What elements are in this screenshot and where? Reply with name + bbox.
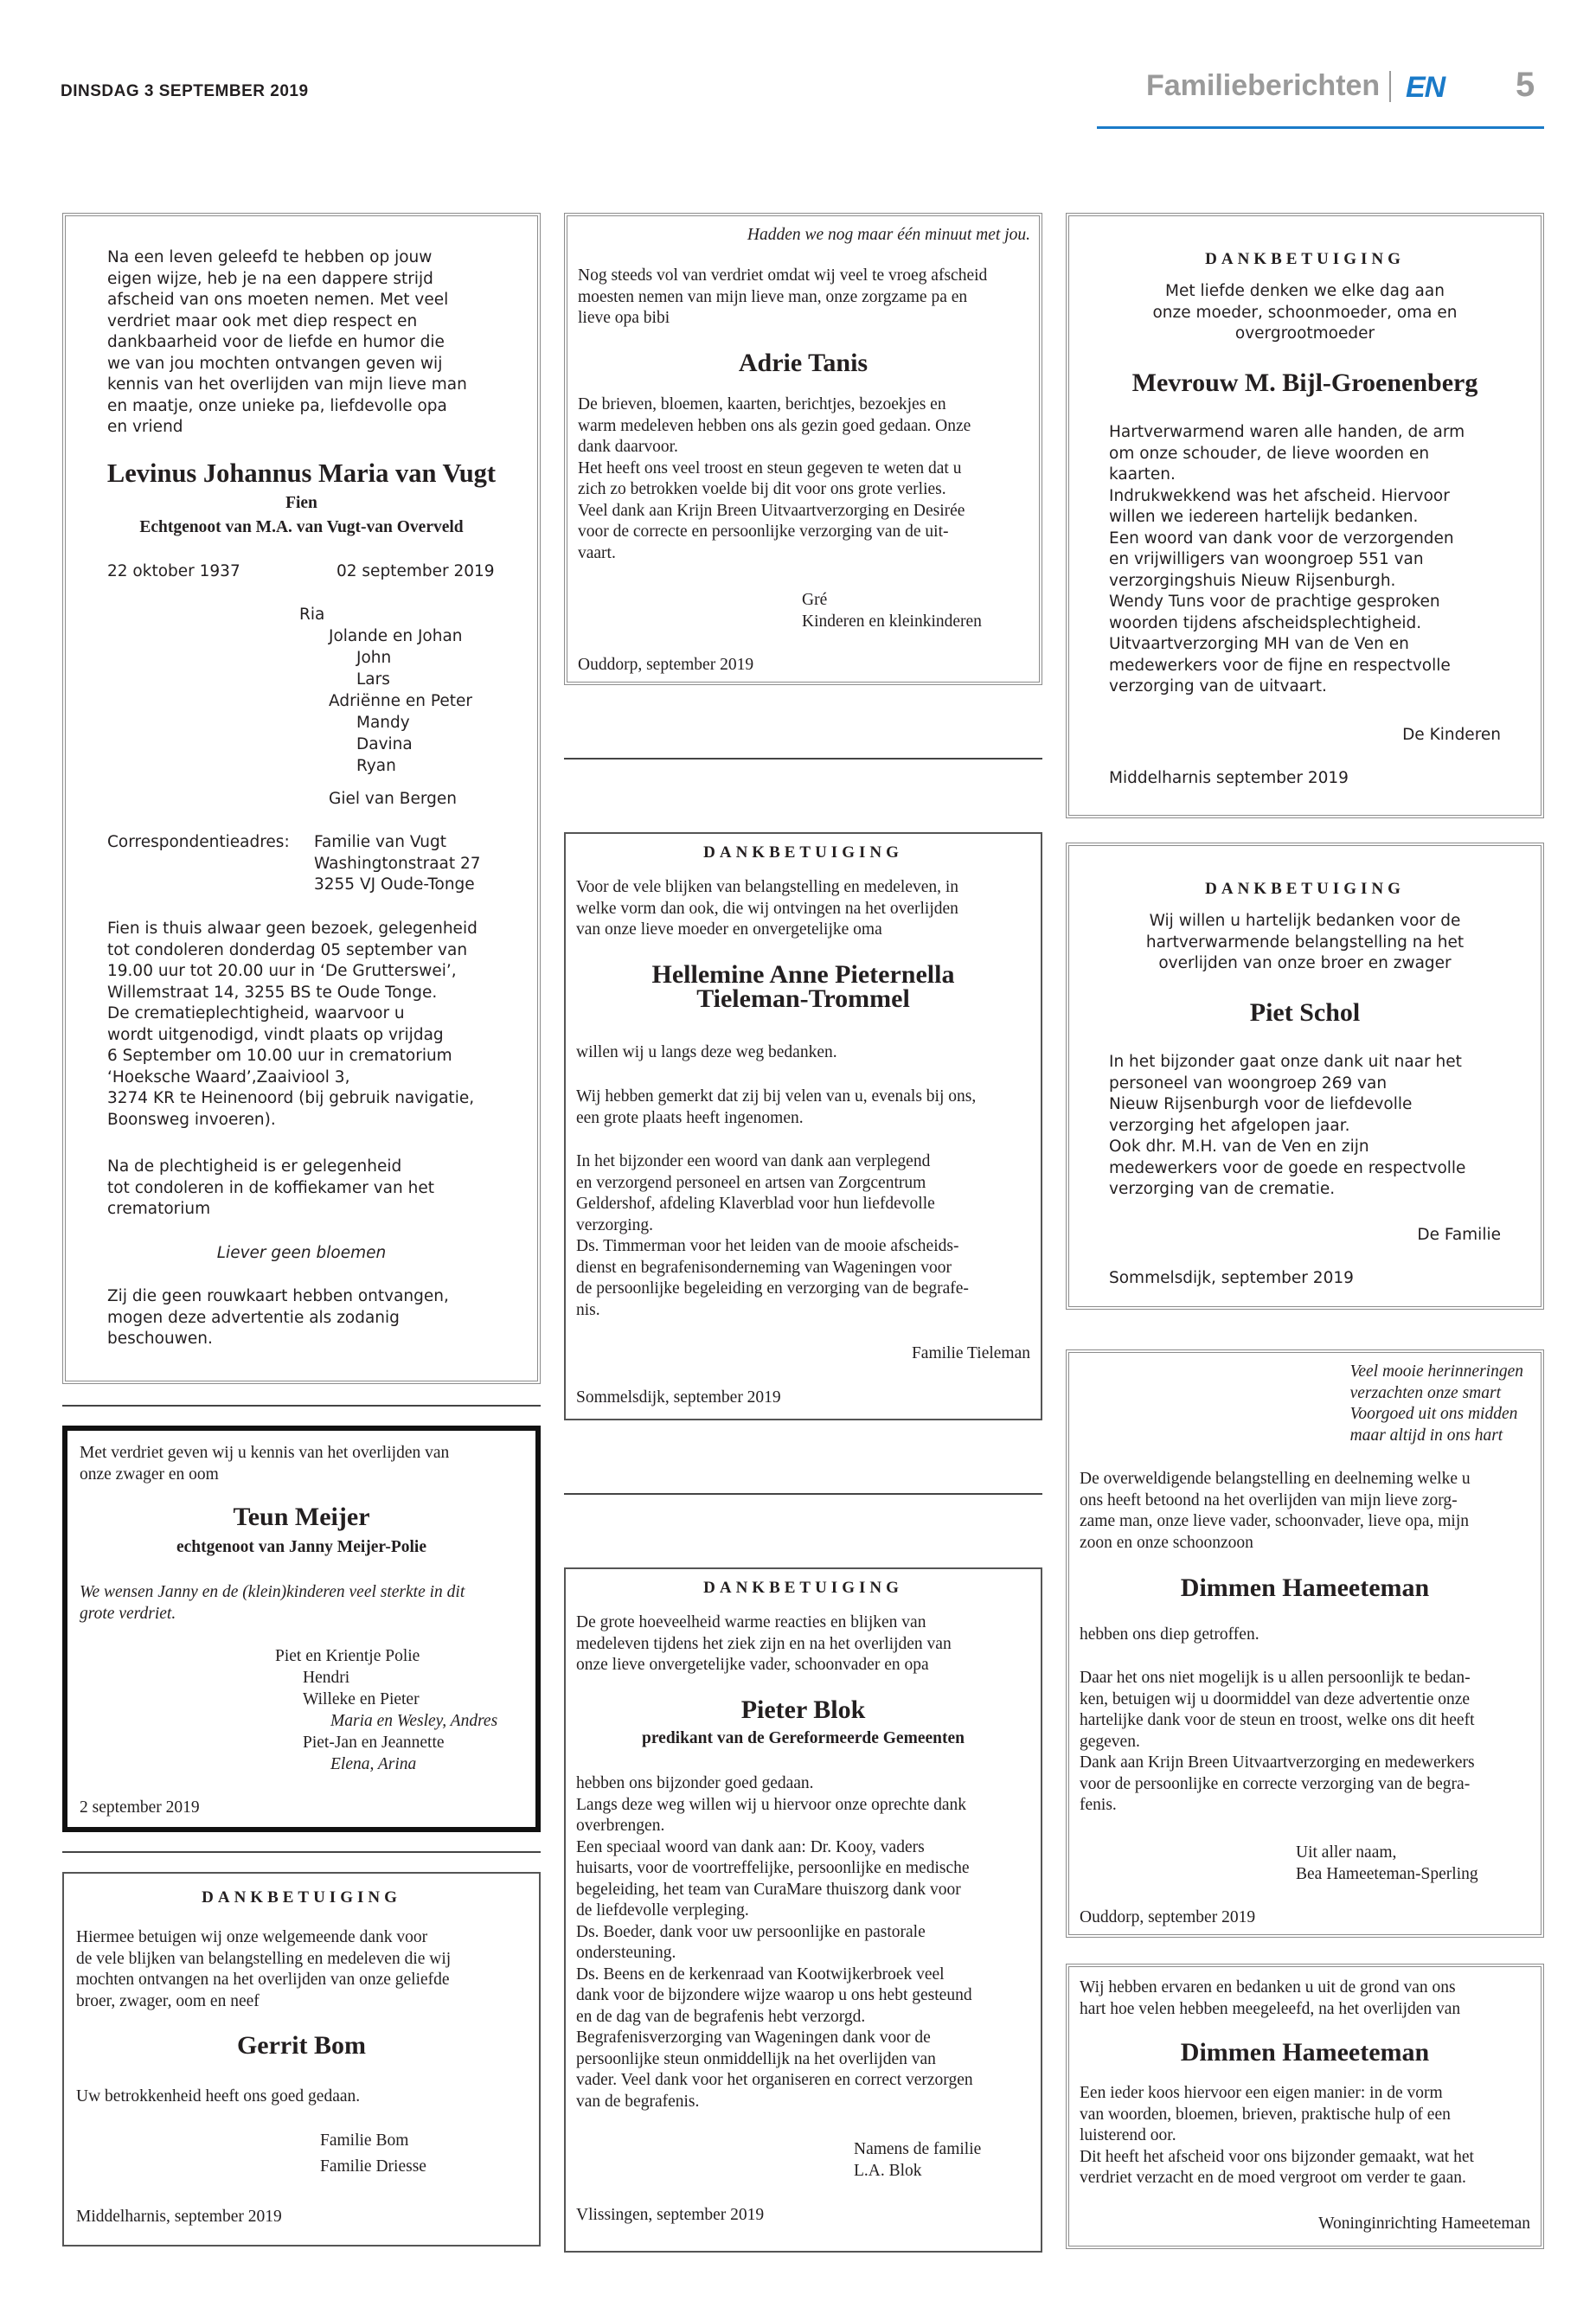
ad-intro: De grote hoeveelheid warme reacties en blijken van medeleven tijdens het ziek zijn en na het overlijden van onze lieve onvergetelijke vader, schoonvader en opa bbox=[576, 1613, 952, 1674]
signer: Familie Bom bbox=[320, 2131, 409, 2150]
address: Familie van Vugt Washingtonstraat 27 3255 VJ Oude-Tonge bbox=[314, 833, 481, 894]
deceased-name: Teun Meijer bbox=[233, 1503, 370, 1531]
ad-place-date: Middelharnis, september 2019 bbox=[76, 2208, 282, 2226]
header-rule bbox=[1097, 126, 1544, 129]
ad-hameeteman-business bbox=[1066, 1964, 1544, 2249]
ad-body: Wij hebben gemerkt dat zij bij velen van u, evenals bij ons, een grote plaats heeft ingenomen. bbox=[576, 1087, 977, 1127]
family-member: Jolande en Johan bbox=[329, 627, 463, 645]
separator bbox=[62, 1405, 541, 1407]
ad-intro: Na een leven geleefd te hebben op jouw eigen wijze, heb je na een dappere strijd afscheid van ons moeten nemen. Met veel verdriet maar ook met diep respect en dankbaarheid voor de liefde en humor die we van jou mochten ontvangen geven wij kennis van het overlijden van mijn lieve man en maatje, onze unieke pa, liefdevolle opa en vriend bbox=[107, 248, 467, 436]
page-number: 5 bbox=[1516, 66, 1535, 104]
ad-body: Hartverwarmend waren alle handen, de arm om onze schouder, de lieve woorden en kaarten. Indrukwekkend was het afscheid. Hiervoor willen we iedereen hartelijk bedanken. Een woord van dank voor de verzorgenden en vrijwilligers van woongroep 551 van verzorgingshuis Nieuw Rijsenburgh. Wendy Tuns voor de prachtige gesproken woorden tijdens afscheidsplechtigheid. Uitvaartverzorging MH van de Ven en medewerkers voor de fijne en respectvolle verzorging van de uitvaart. bbox=[1109, 423, 1465, 695]
funeral-details: Fien is thuis alwaar geen bezoek, gelegenheid tot condoleren donderdag 05 september van 19.00 uur tot 20.00 uur in ‘De Grutterswei’, Willemstraat 14, 3255 BS te Oude Tonge. De crematieplechtigheid, waarvoor u wordt uitgenodigd, vindt plaats op vrijdag 6 September om 10.00 uur in crematorium ‘Hoeksche Waard’,Zaaiviool 3, 3274 KR te Heinenoord (bij gebruik navigatie, Boonsweg invoeren). bbox=[107, 920, 478, 1129]
family-member: John bbox=[356, 649, 392, 667]
ad-place-date: Sommelsdijk, september 2019 bbox=[1109, 1269, 1354, 1287]
ad-body: hebben ons bijzonder goed gedaan. Langs deze weg willen wij u hiervoor onze oprechte dank overbrengen. Een speciaal woord van dank aan: Dr. Kooy, vaders huisarts, voor de voortreffelijke, persoonlijke en medische begeleiding, het team van CuraMare thuiszorg dank voor de liefdevolle verpleging. Ds. Boeder, dank voor uw persoonlijke en pastorale ondersteuning. Ds. Beens en de kerkenraad van Kootwijkerbroek veel dank voor de bijzondere wijze waarop u ons hebt gesteund en de dag van de begrafenis hebt verzorgd. Begrafenisverzorging van Wageningen dank voor de persoonlijke steun onmiddellijk na het overlijden van vader. Veel dank voor het organiseren en correct verzorgen van de begrafenis. bbox=[576, 1774, 973, 2111]
separator bbox=[564, 1493, 1042, 1495]
ad-place-date: Sommelsdijk, september 2019 bbox=[576, 1388, 781, 1407]
family-member: Ria bbox=[299, 606, 325, 624]
ad-place-date: Middelharnis september 2019 bbox=[1109, 769, 1349, 787]
ad-body: Daar het ons niet mogelijk is u allen persoonlijk te bedan- ken, betuigen wij u doormiddel van deze advertentie onze hartelijke dank voor de steun en troost, welke ons dit heeft gegeven. Dank aan Krijn Breen Uitvaartverzorging en medewerkers voor de persoonlijke en correcte verzorging van de begra- fenis. bbox=[1080, 1669, 1475, 1814]
ad-date: 2 september 2019 bbox=[80, 1798, 200, 1817]
ad-tieleman bbox=[564, 832, 1042, 1420]
family-member: Davina bbox=[356, 735, 413, 753]
ad-place-date: Ouddorp, september 2019 bbox=[578, 656, 754, 674]
ad-heading: DANKBETUIGING bbox=[703, 1579, 903, 1597]
ad-place-date: Vlissingen, september 2019 bbox=[576, 2206, 765, 2224]
wish-note: We wensen Janny en de (klein)kinderen veel sterkte in dit grote verdriet. bbox=[80, 1583, 465, 1623]
ad-hameeteman-family bbox=[1066, 1349, 1544, 1938]
separator bbox=[62, 1851, 541, 1853]
family-member: Giel van Bergen bbox=[329, 790, 457, 808]
ad-teun-meijer bbox=[62, 1426, 541, 1832]
header-divider bbox=[1389, 71, 1391, 102]
ad-heading: DANKBETUIGING bbox=[202, 1888, 401, 1907]
family-member: Piet en Krientje Polie bbox=[275, 1647, 420, 1665]
signer: Familie Driesse bbox=[320, 2157, 426, 2176]
ad-intro: Hiermee betuigen wij onze welgemeende dank voor de vele blijken van belangstelling en medeleven die wij mochten ontvangen na het overlijden van onze geliefde broer, zwager, oom en neef bbox=[76, 1928, 452, 2010]
ad-body: willen wij u langs deze weg bedanken. bbox=[576, 1043, 837, 1061]
condolence-info: Na de plechtigheid is er gelegenheid tot condoleren in de koffiekamer van het crematorium bbox=[107, 1157, 434, 1218]
family-member: Willeke en Pieter bbox=[303, 1690, 420, 1708]
ad-body: In het bijzonder gaat onze dank uit naar het personeel van woongroep 269 van Nieuw Rijsenburgh voor de liefdevolle verzorging het afgelopen jaar. Ook dhr. M.H. van de Ven en zijn medewerkers voor de goede en respectvolle verzorging van de crematie. bbox=[1109, 1053, 1466, 1198]
signer: De Kinderen bbox=[1402, 726, 1501, 744]
deceased-name: Dimmen Hameeteman bbox=[1180, 2038, 1430, 2067]
ad-bijl-groenenberg bbox=[1066, 213, 1544, 818]
deceased-name: Adrie Tanis bbox=[738, 349, 869, 377]
ad-piet-schol bbox=[1066, 843, 1544, 1310]
spouse-line: Echtgenoot van M.A. van Vugt-van Overveld bbox=[139, 518, 464, 536]
ad-place-date: Ouddorp, september 2019 bbox=[1080, 1908, 1256, 1926]
birth-date: 22 oktober 1937 bbox=[107, 562, 240, 580]
ad-intro: De overweldigende belangstelling en deelneming welke u ons heeft betoond na het overlijden van mijn lieve zorg- zame man, onze lieve vader, schoonvader, lieve opa, mijn zoon en onze schoonzoon bbox=[1080, 1470, 1471, 1552]
ad-intro: Voor de vele blijken van belangstelling en medeleven, in welke vorm dan ook, die wij ontvingen na het overlijden van onze lieve moeder en onvergetelijke oma bbox=[576, 878, 959, 939]
family-member: Adriënne en Peter bbox=[329, 692, 473, 710]
ad-heading: DANKBETUIGING bbox=[1205, 250, 1405, 268]
signer: Kinderen en kleinkinderen bbox=[802, 612, 982, 631]
signer: Uit aller naam, bbox=[1296, 1843, 1397, 1862]
ad-intro: Met liefde denken we elke dag aan onze moeder, schoonmoeder, oma en overgrootmoeder bbox=[1152, 282, 1458, 343]
deceased-name-line1: Hellemine Anne Pieternella bbox=[651, 960, 955, 989]
ad-motto: Veel mooie herinneringen verzachten onze smart Voorgoed uit ons midden maar altijd in ons hart bbox=[1349, 1362, 1523, 1445]
signer: Familie Tieleman bbox=[911, 1344, 1030, 1362]
signer: Woninginrichting Hameeteman bbox=[1318, 2214, 1530, 2233]
en-logo: EN bbox=[1406, 71, 1445, 104]
deceased-name: Pieter Blok bbox=[740, 1695, 866, 1724]
deceased-name: Mevrouw M. Bijl-Groenenberg bbox=[1131, 369, 1478, 397]
family-member: Maria en Wesley, Andres bbox=[330, 1712, 498, 1730]
ad-van-vugt bbox=[62, 213, 541, 1384]
closing-note: Zij die geen rouwkaart hebben ontvangen, mogen deze advertentie als zodanig beschouwen. bbox=[107, 1287, 449, 1348]
ad-intro: Wij willen u hartelijk bedanken voor de hartverwarmende belangstelling na het overlijden van onze broer en zwager bbox=[1145, 912, 1465, 972]
death-date: 02 september 2019 bbox=[337, 562, 495, 580]
ad-heading: DANKBETUIGING bbox=[703, 843, 903, 862]
deceased-title: predikant van de Gereformeerde Gemeenten bbox=[642, 1729, 965, 1747]
ad-body: Uw betrokkenheid heeft ons goed gedaan. bbox=[76, 2087, 361, 2106]
spouse-line: echtgenoot van Janny Meijer-Polie bbox=[176, 1538, 426, 1556]
separator bbox=[564, 758, 1042, 760]
ad-pieter-blok bbox=[564, 1567, 1042, 2253]
signer: Bea Hameeteman-Sperling bbox=[1296, 1865, 1478, 1883]
family-member: Piet-Jan en Jeannette bbox=[303, 1734, 445, 1752]
signer: De Familie bbox=[1417, 1226, 1501, 1244]
ad-body: De brieven, bloemen, kaarten, berichtjes, bezoekjes en warm medeleven hebben ons als gezin goed gedaan. Onze dank daarvoor. Het heeft ons veel troost en steun gegeven te weten dat u zich zo betrokken voelde bij dit voor ons grote verlies. Veel dank aan Krijn Breen Uitvaartverzorging en Desirée voor de correcte en persoonlijke verzorging van de uit- vaart. bbox=[578, 395, 971, 562]
signer: L.A. Blok bbox=[854, 2162, 922, 2180]
ad-motto: Hadden we nog maar één minuut met jou. bbox=[747, 226, 1030, 244]
ad-body: hebben ons diep getroffen. bbox=[1080, 1625, 1259, 1644]
ad-heading: DANKBETUIGING bbox=[1205, 880, 1405, 898]
ad-body: Een ieder koos hiervoor een eigen manier: in de vorm van woorden, bloemen, brieven, praktische hulp of een luisterend oor. Dit heeft het afscheid voor ons bijzonder gemaakt, wat het verdriet verzacht en de moed vergroot om verder te gaan. bbox=[1080, 2084, 1474, 2187]
ad-gerrit-bom bbox=[62, 1872, 541, 2247]
signer: Namens de familie bbox=[854, 2140, 982, 2158]
deceased-name: Levinus Johannus Maria van Vugt bbox=[106, 458, 497, 488]
address-label: Correspondentieadres: bbox=[107, 833, 290, 851]
ad-intro: Met verdriet geven wij u kennis van het overlijden van onze zwager en oom bbox=[80, 1444, 450, 1484]
section-title: Familieberichten bbox=[1146, 69, 1381, 102]
nickname: Fien bbox=[285, 494, 317, 512]
signer: Gré bbox=[802, 591, 828, 609]
family-member: Hendri bbox=[303, 1669, 350, 1687]
deceased-name-line2: Tieleman-Trommel bbox=[696, 984, 910, 1013]
deceased-name: Dimmen Hameeteman bbox=[1180, 1574, 1430, 1602]
deceased-name: Piet Schol bbox=[1249, 998, 1361, 1027]
ad-body: In het bijzonder een woord van dank aan verplegend en verzorgend personeel en artsen van Zorgcentrum Geldershof, afdeling Klaverblad voor hun liefdevolle verzorging. Ds. Timmerman voor het leiden van de mooie afscheids- dienst en begrafenisonderneming van Wageningen voor de persoonlijke begeleiding en verzorging van de begrafe- nis. bbox=[576, 1152, 969, 1319]
family-member: Ryan bbox=[356, 757, 396, 775]
deceased-name: Gerrit Bom bbox=[236, 2031, 367, 2060]
ad-intro: Nog steeds vol van verdriet omdat wij veel te vroeg afscheid moesten nemen van mijn lieve man, onze zorgzame pa en lieve opa bibi bbox=[578, 266, 988, 327]
ad-intro: Wij hebben ervaren en bedanken u uit de grond van ons hart hoe velen hebben meegeleefd, na het overlijden van bbox=[1080, 1978, 1461, 2018]
publication-date: DINSDAG 3 SEPTEMBER 2019 bbox=[61, 82, 309, 100]
family-member: Mandy bbox=[356, 714, 410, 732]
family-member: Lars bbox=[356, 670, 390, 689]
family-member: Elena, Arina bbox=[330, 1755, 417, 1773]
ad-adrie-tanis bbox=[564, 213, 1042, 685]
no-flowers-note: Liever geen bloemen bbox=[216, 1244, 387, 1262]
